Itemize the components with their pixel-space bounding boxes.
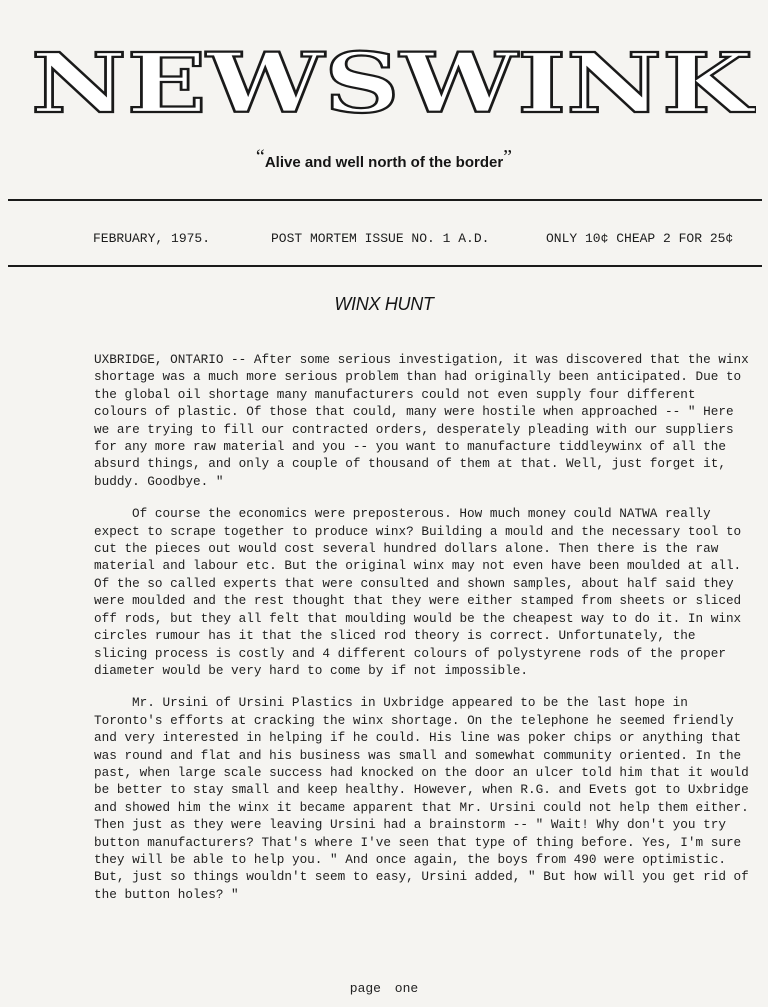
article-paragraph: Of course the economics were preposterous. How much money could NATWA really expect to scrape together to produce winx? Building a mould and the necessary tool to cut the pieces out would cost several hundred dollars alone. Then there is the raw material and labour etc. But the original winx may not even have been moulded at all. Of the so called experts that were consulted and shown samples, about half said they were moulded and the rest thought that they were either stamped from sheets or sliced off rods, but they all felt that moulding would be the cheapest way to do it. In winx circles rumour has it that the sliced rod theory is correct. Unfortunately, the slicing process is costly and 4 different colours of polystyrene rods of the proper diameter would be very hard to come by if not impossible. <box>94 506 742 678</box>
slogan-open-quote: “ <box>255 146 265 168</box>
article-paragraph: Mr. Ursini of Ursini Plastics in Uxbridge appeared to be the last hope in Toronto's efforts at cracking the winx shortage. On the telephone he seemed friendly and very interested in helping if he could. His line was poker chips or anything that was round and flat and his business was small and somewhat community oriented. In the past, when large scale success had knocked on the door an ulcer told him that it would be better to stay small and keep healthy. However, when R.G. and Evets got to Uxbridge and showed him the winx it became apparent that Mr. Ursini could not help them either. Then just as they were leaving Ursini had a brainstorm -- " Wait! Why don't you try button manufacturers? That's where I've seen that type of thing before. Yes, I'm sure they will be able to help you. " And once again, the boys from 490 were optimistic. But, just so things wouldn't seem to easy, Ursini added, " But how will you get rid of the button holes? " <box>94 695 749 902</box>
article-paragraph: UXBRIDGE, ONTARIO -- After some serious investigation, it was discovered that the winx shortage was a much more serious problem than had originally been anticipated. Due to the global oil shortage many manufacturers could not even supply four different colours of plastic. Of those that could, many were hostile when approached -- " Here we are trying to fill our contracted orders, desperately pleading with our suppliers for any more raw material and you -- you want to manufacture tiddleywinx of all the absurd things, and only a couple of thousand of them at that. Well, just forget it, buddy. Goodbye. " <box>94 352 749 489</box>
slogan-close-quote: ” <box>503 146 513 168</box>
slogan-text: Alive and well north of the border <box>264 154 504 171</box>
article-body <box>94 351 754 918</box>
bottom-divider <box>8 265 762 267</box>
page-number: page one <box>349 981 419 996</box>
article-headline: WINX HUNT <box>334 294 434 314</box>
masthead-slogan <box>0 146 768 171</box>
issue-title: POST MORTEM ISSUE NO. 1 A.D. <box>271 231 490 246</box>
masthead-title: NEWSWINK <box>31 36 756 124</box>
top-divider <box>8 199 762 201</box>
issue-date: FEBRUARY, 1975. <box>93 231 211 246</box>
masthead-logo <box>28 34 756 124</box>
issue-price: ONLY 10¢ CHEAP 2 FOR 25¢ <box>546 231 734 246</box>
